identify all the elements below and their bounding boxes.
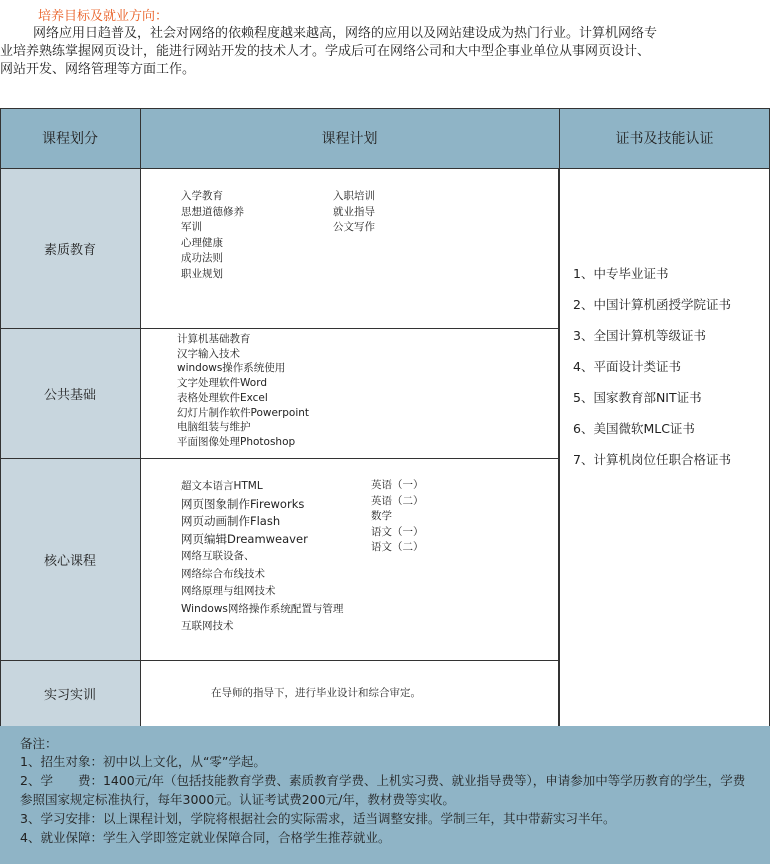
header-category: 课程划分: [0, 108, 140, 168]
list-item: 文字处理软件Word: [177, 377, 267, 390]
list-item: 汉字输入技术: [177, 347, 240, 360]
cert-list: [573, 258, 731, 475]
list-item: windows操作系统使用: [177, 362, 286, 375]
list-item: 平面图像处理Photoshop: [177, 435, 296, 448]
category-core: 核心课程: [0, 458, 140, 660]
note-line: 3、学习安排：以上课程计划，学院将根据社会的实际需求，适当调整安排。学制三年，其中带薪实习半年。: [20, 811, 616, 826]
list-item: 互联网技术: [181, 620, 234, 632]
list-item: 网络综合布线技术: [181, 567, 265, 580]
list-item: 超文本语言HTML: [181, 480, 263, 492]
notes-title: 备注：: [20, 736, 58, 751]
category-practice: 实习实训: [0, 660, 140, 726]
header-cert: 证书及技能认证: [559, 108, 770, 168]
list-item: 就业指导: [333, 205, 375, 218]
table-border-top: [0, 108, 770, 109]
list-item: 电脑组装与维护: [177, 421, 251, 434]
core-list-left: [181, 478, 343, 636]
plan-quality: [140, 168, 559, 328]
table-divider: [0, 660, 559, 661]
note-line: 1、招生对象：初中以上文化，从“零”学起。: [20, 754, 266, 769]
table-divider: [140, 108, 141, 726]
table-divider: [0, 458, 559, 459]
list-item: 英语（二）: [371, 494, 424, 507]
plan-core: [140, 458, 559, 660]
course-table: [0, 108, 770, 726]
note-line: 2、学 费：1400元/年（包括技能教育学费、素质教育学费、上机实习费、就业指导费等），申请参加中等学历教育的学生，学费参照国家规定标准执行，每年3000元。认证考试费200元/年，教材费等实收。: [20, 773, 746, 807]
cert-item: 1、中专毕业证书: [573, 266, 669, 281]
public-list: [177, 332, 309, 450]
table-divider: [559, 108, 560, 726]
intro-line: 网站开发、网络管理等方面工作。: [0, 62, 196, 77]
list-item: 网页动画制作Flash: [181, 514, 281, 528]
list-item: 职业规划: [181, 267, 223, 280]
list-item: 入职培训: [333, 190, 375, 202]
list-item: 表格处理软件Excel: [177, 391, 268, 404]
list-item: 计算机基础教育: [177, 333, 251, 345]
list-item: 幻灯片制作软件Powerpoint: [177, 406, 310, 419]
quality-list-right: [333, 189, 375, 236]
notes-panel: [0, 726, 770, 864]
notes-body: [20, 752, 755, 847]
intro-line: 业培养熟练掌握网页设计，能进行网站开发的技术人才。学成后可在网络公司和大中型企事业单位从事网页设计、: [0, 44, 651, 59]
list-item: 语文（一）: [371, 525, 424, 538]
cert-panel: [559, 168, 770, 726]
cert-item: 7、计算机岗位任职合格证书: [573, 452, 731, 467]
list-item: 思想道德修养: [181, 205, 244, 218]
category-public: 公共基础: [0, 328, 140, 458]
list-item: 成功法则: [181, 252, 223, 264]
plan-practice: [140, 660, 559, 726]
list-item: 网络互联设备、: [181, 550, 255, 562]
header-plan: 课程计划: [140, 108, 559, 168]
plan-public: [140, 328, 559, 458]
quality-list-left: [181, 189, 244, 282]
list-item: Windows网络操作系统配置与管理: [181, 602, 344, 615]
table-border-left: [0, 108, 1, 726]
list-item: 公文写作: [333, 221, 375, 233]
intro-paragraph: [0, 25, 770, 79]
list-item: 语文（二）: [371, 541, 424, 553]
cert-item: 3、全国计算机等级证书: [573, 328, 706, 343]
cert-item: 6、美国微软MLC证书: [573, 421, 695, 436]
list-item: 数学: [371, 510, 392, 522]
goal-title: 培养目标及就业方向：: [38, 9, 169, 24]
category-quality: 素质教育: [0, 168, 140, 328]
list-item: 英语（一）: [371, 479, 424, 491]
list-item: 军训: [181, 221, 202, 233]
core-list-right: [371, 478, 424, 556]
list-item: 入学教育: [181, 190, 223, 202]
note-line: 4、就业保障：学生入学即签定就业保障合同，合格学生推荐就业。: [20, 830, 391, 845]
cert-item: 4、平面设计类证书: [573, 359, 681, 374]
table-divider: [0, 168, 770, 169]
list-item: 网络原理与组网技术: [181, 585, 276, 597]
list-item: 网页图象制作Fireworks: [181, 496, 305, 511]
list-item: 网页编辑Dreamweaver: [181, 531, 308, 546]
cert-item: 2、中国计算机函授学院证书: [573, 297, 731, 312]
practice-text: 在导师的指导下，进行毕业设计和综合审定。: [211, 687, 421, 699]
cert-item: 5、国家教育部NIT证书: [573, 390, 702, 405]
list-item: 心理健康: [181, 236, 223, 249]
intro-line: 网络应用日趋普及，社会对网络的依赖程度越来越高，网络的应用以及网站建设成为热门行业。计算机网络专: [33, 26, 658, 41]
table-divider: [0, 328, 559, 329]
